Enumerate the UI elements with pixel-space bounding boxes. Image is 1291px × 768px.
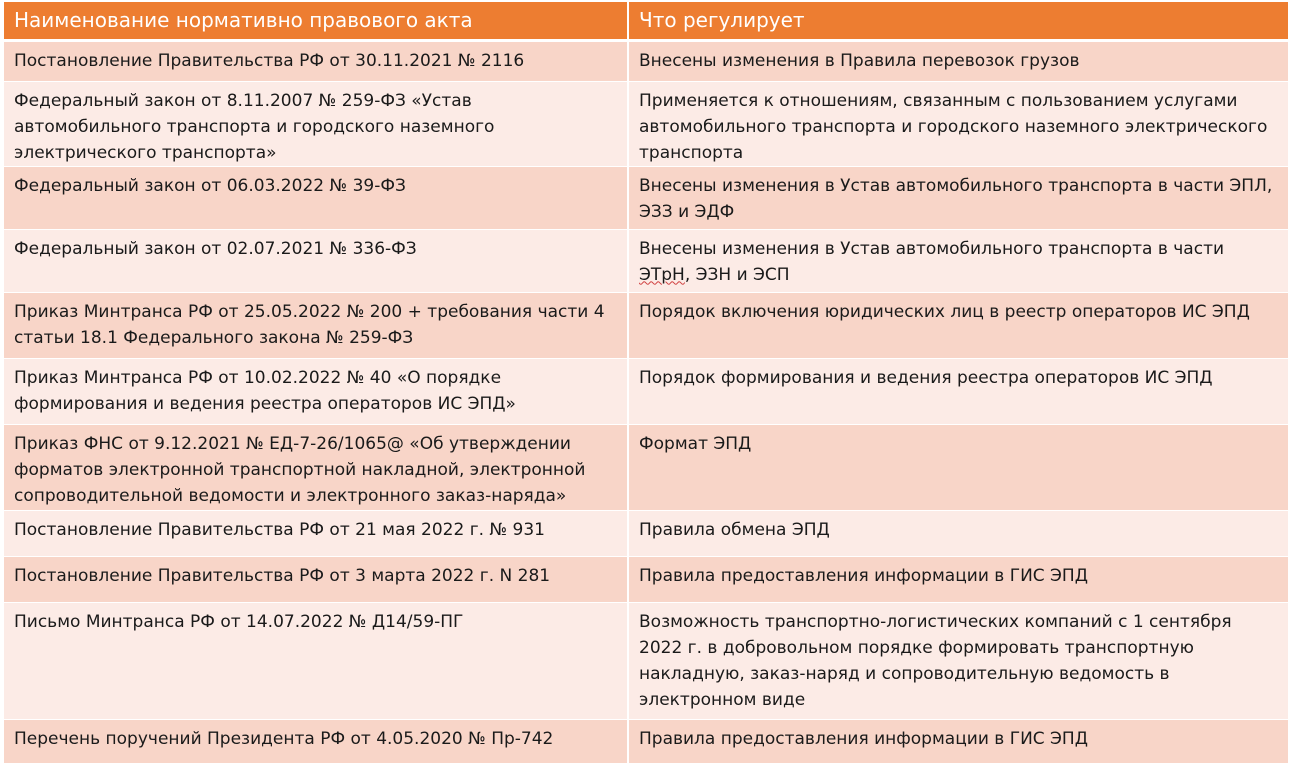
regulates-cell: Внесены изменения в Правила перевозок грузов [628, 40, 1288, 81]
act-name-cell: Приказ Минтранса РФ от 25.05.2022 № 200 + требования части 4 статьи 18.1 Федерального закона № 259-ФЗ [4, 292, 628, 358]
table-row [4, 292, 1288, 358]
act-name-cell: Постановление Правительства РФ от 3 марта 2022 г. N 281 [4, 556, 628, 602]
regulates-cell: Возможность транспортно-логистических компаний с 1 сентября 2022 г. в добровольном порядке формировать транспортную накладную, заказ-наряд и сопроводительную ведомость в электронном виде [628, 602, 1288, 719]
table-row [4, 358, 1288, 424]
regulates-cell: Правила предоставления информации в ГИС ЭПД [628, 556, 1288, 602]
act-name-cell: Постановление Правительства РФ от 30.11.2021 № 2116 [4, 40, 628, 81]
act-name-cell: Федеральный закон от 06.03.2022 № 39-ФЗ [4, 166, 628, 229]
regulates-text-end: , ЭЗН и ЭСП [684, 264, 790, 285]
regulates-cell [628, 229, 1288, 292]
act-name-cell: Приказ Минтранса РФ от 10.02.2022 № 40 «О порядке формирования и ведения реестра операторов ИС ЭПД» [4, 358, 628, 424]
act-name-cell: Приказ ФНС от 9.12.2021 № ЕД-7-26/1065@ «Об утверждении форматов электронной транспортной накладной, электронной сопроводительной ведомости и электронного заказ-наряда» [4, 424, 628, 510]
table-row [4, 424, 1288, 510]
spellcheck-marked-word: ЭТрН [639, 264, 685, 285]
regulates-cell: Внесены изменения в Устав автомобильного транспорта в части ЭПЛ, ЭЗЗ и ЭДФ [628, 166, 1288, 229]
regulates-text-start: Внесены изменения в Устав автомобильного транспорта в части [639, 238, 1225, 259]
regulates-cell: Применяется к отношениям, связанным с пользованием услугами автомобильного транспорта и городского наземного электрического транспорта [628, 81, 1288, 166]
regulates-cell: Правила предоставления информации в ГИС ЭПД [628, 719, 1288, 763]
table-row [4, 40, 1288, 81]
column-header-regulates: Что регулирует [628, 2, 1288, 40]
table-row [4, 81, 1288, 166]
table-row [4, 719, 1288, 763]
table-header-row [4, 2, 1288, 40]
regulates-cell: Формат ЭПД [628, 424, 1288, 510]
act-name-cell: Письмо Минтранса РФ от 14.07.2022 № Д14/59-ПГ [4, 602, 628, 719]
table-row [4, 166, 1288, 229]
regulates-cell: Правила обмена ЭПД [628, 510, 1288, 556]
act-name-cell: Перечень поручений Президента РФ от 4.05.2020 № Пр-742 [4, 719, 628, 763]
table-row [4, 510, 1288, 556]
regulates-cell: Порядок формирования и ведения реестра операторов ИС ЭПД [628, 358, 1288, 424]
table-row [4, 602, 1288, 719]
table-row [4, 556, 1288, 602]
act-name-cell: Федеральный закон от 02.07.2021 № 336-ФЗ [4, 229, 628, 292]
legal-acts-table [4, 2, 1288, 764]
column-header-act-name: Наименование нормативно правового акта [4, 2, 628, 40]
act-name-cell: Постановление Правительства РФ от 21 мая 2022 г. № 931 [4, 510, 628, 556]
table-row [4, 229, 1288, 292]
act-name-cell: Федеральный закон от 8.11.2007 № 259-ФЗ «Устав автомобильного транспорта и городского наземного электрического транспорта» [4, 81, 628, 166]
regulates-cell: Порядок включения юридических лиц в реестр операторов ИС ЭПД [628, 292, 1288, 358]
